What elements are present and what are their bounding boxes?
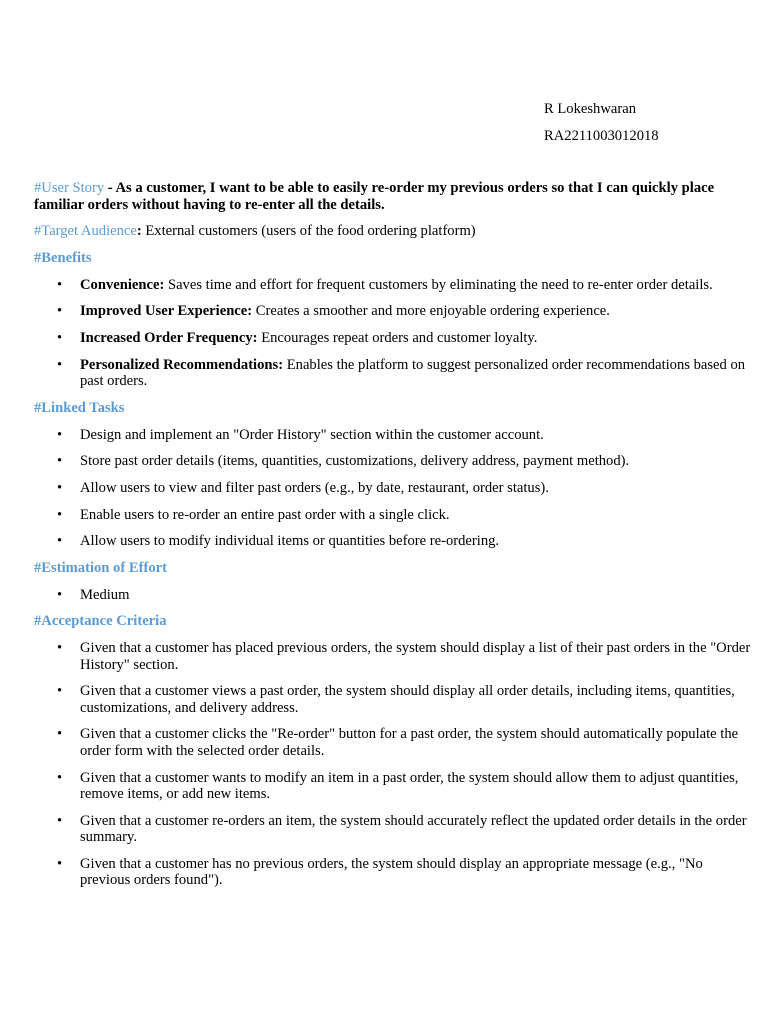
benefit-title: Improved User Experience: [80, 303, 253, 320]
list-item: • Given that a customer clicks the "Re-order" button for a past order, the system should automatically populate the order form with the selected order details. [80, 726, 754, 759]
target-audience-heading: #Target Audience [34, 223, 137, 240]
document-body [34, 180, 754, 899]
target-audience [34, 223, 754, 240]
target-audience-colon: : [136, 223, 142, 240]
author-name: R Lokeshwaran [544, 101, 636, 117]
benefit-text: Creates a smoother and more enjoyable ordering experience. [252, 303, 610, 320]
benefit-text: Saves time and effort for frequent customers by eliminating the need to re-enter order details. [164, 276, 713, 293]
benefit-text: Encourages repeat orders and customer loyalty. [257, 329, 538, 346]
target-audience-text: External customers (users of the food ordering platform) [141, 223, 476, 240]
list-item: • Allow users to view and filter past orders (e.g., by date, restaurant, order status). [80, 480, 754, 497]
benefits-list [34, 277, 754, 390]
list-item: • Medium [80, 587, 754, 604]
acceptance-heading: #Acceptance Criteria [34, 613, 167, 630]
list-item: • Given that a customer views a past order, the system should display all order details, including items, quantities, customizations, and delivery address. [80, 683, 754, 716]
benefits-heading: #Benefits [34, 249, 92, 266]
list-item: • Enable users to re-order an entire past order with a single click. [80, 507, 754, 524]
list-item [80, 277, 754, 294]
list-item: • Given that a customer has no previous orders, the system should display an appropriate message (e.g., "No previous orders found"). [80, 856, 754, 889]
list-item: • Given that a customer wants to modify an item in a past order, the system should allow them to adjust quantities, remove items, or add new items. [80, 770, 754, 803]
estimation-heading: #Estimation of Effort [34, 559, 167, 576]
list-item: • Given that a customer re-orders an item, the system should accurately reflect the updated order details in the order summary. [80, 813, 754, 846]
benefit-text: Enables the platform to suggest personalized order recommendations based on past orders. [80, 356, 746, 390]
list-item [80, 330, 754, 347]
user-story-text: - As a customer, I want to be able to easily re-order my previous orders so that I can quickly place familiar orders without having to re-enter all the details. [34, 180, 715, 213]
benefit-title: Increased Order Frequency: [80, 329, 258, 346]
list-item: • Store past order details (items, quantities, customizations, delivery address, payment method). [80, 453, 754, 470]
list-item: • Design and implement an "Order History" section within the customer account. [80, 427, 754, 444]
author-reg-no: RA2211003012018 [544, 128, 659, 144]
list-item: • Given that a customer has placed previous orders, the system should display a list of their past orders in the "Order History" section. [80, 640, 754, 673]
linked-tasks-heading: #Linked Tasks [34, 399, 125, 416]
list-item: • Allow users to modify individual items or quantities before re-ordering. [80, 533, 754, 550]
linked-tasks-list [34, 427, 754, 550]
user-story [34, 180, 754, 213]
list-item [80, 357, 754, 390]
user-story-heading: #User Story [34, 180, 105, 196]
estimation-list [34, 587, 754, 604]
benefit-title: Convenience: [80, 276, 165, 293]
list-item [80, 303, 754, 320]
benefit-title: Personalized Recommendations: [80, 356, 284, 373]
acceptance-list [34, 640, 754, 889]
